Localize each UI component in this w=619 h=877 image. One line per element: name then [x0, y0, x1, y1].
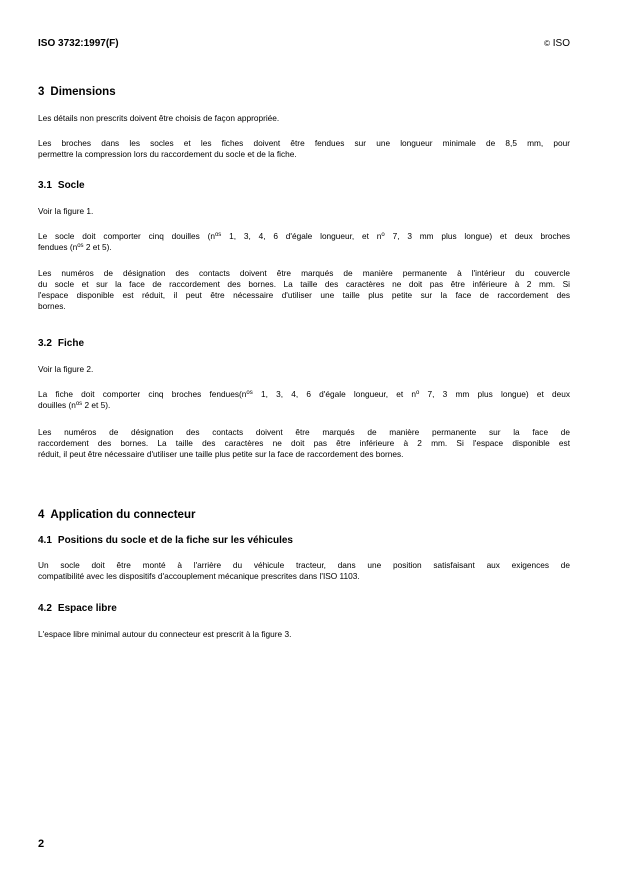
section-3-heading [38, 86, 116, 98]
copyright-notice [544, 38, 570, 49]
section-3-2-number: 3.2 [38, 338, 52, 349]
copyright-symbol: © [544, 39, 550, 48]
section-4-1-heading [38, 535, 293, 546]
section-4-1-title: Positions du socle et de la fiche sur les véhicules [57, 535, 293, 546]
section-3-1-heading [38, 180, 85, 191]
section-3-1-paragraph-3: Les numéros de désignation des contacts doivent être marqués de manière permanente à l'intérieur du couvercle du socle et sur la face de raccordement des bornes. La taille des caractères ne doit pas être inférieure à 2 mm. Si l'espace disponible est réduit, il peut être nécessaire d'utiliser une taille plus petite sur la face de raccordement des bornes. [38, 268, 570, 311]
section-4-2-paragraph-1: L'espace libre minimal autour du connecteur est prescrit à la figure 3. [38, 629, 292, 639]
page-number: 2 [38, 838, 45, 850]
section-3-title: Dimensions [50, 86, 116, 98]
section-3-1-paragraph-1: Voir la figure 1. [38, 206, 94, 216]
section-3-2-paragraph-1: Voir la figure 2. [38, 364, 94, 374]
section-3-paragraph-2: Les broches dans les socles et les fiches doivent être fendues sur une longueur minimale de 8,5 mm, pour permettre la compression lors du raccordement du socle et de la fiche. [38, 138, 570, 159]
document-identifier: ISO 3732:1997(F) [38, 38, 119, 49]
section-4-2-number: 4.2 [38, 603, 52, 614]
section-4-number: 4 [38, 509, 45, 521]
section-3-1-number: 3.1 [38, 180, 52, 191]
section-4-2-heading [38, 603, 117, 614]
section-3-2-paragraph-3: Les numéros de désignation des contacts doivent être marqués de manière permanente sur la face de raccordement des bornes. La taille des caractères ne doit pas être inférieure à 2 mm. Si l'espace disponible est réduit, il peut être nécessaire d'utiliser une taille plus petite sur la face de raccordement des bornes. [38, 427, 570, 459]
section-3-2-title: Fiche [57, 338, 85, 349]
section-3-1-title: Socle [57, 180, 85, 191]
section-4-title: Application du connecteur [50, 509, 196, 521]
section-3-2-heading [38, 338, 84, 349]
section-3-2-paragraph-2: La fiche doit comporter cinq broches $fendues(n^{os}$ 1, 3, 4, 6 d'égale longueur, et $n^o$ 7, 3 mm plus longue) et deux douilles ($n^{os}$ 2 et 5). [38, 389, 570, 410]
page-header [38, 38, 570, 52]
section-4-1-paragraph-1: Un socle doit être monté à l'arrière du véhicule tracteur, dans une position satisfaisant aux exigences de compatibilité avec les dispositifs d'accouplement mécanique prescrites dans l'ISO 1103. [38, 560, 570, 581]
copyright-text: ISO [552, 38, 570, 49]
section-3-1-paragraph-2: Le socle doit comporter cinq douilles ($n^{os}$ 1, 3, 4, 6 d'égale longueur, et $n^o$ 7, 3 mm plus longue) et deux broches fendues ($n^{os}$ 2 et 5). [38, 231, 570, 252]
section-4-2-title: Espace libre [57, 603, 117, 614]
section-4-1-number: 4.1 [38, 535, 52, 546]
section-3-paragraph-1: Les détails non prescrits doivent être choisis de façon appropriée. [38, 113, 280, 123]
section-3-number: 3 [38, 86, 45, 98]
section-4-heading [38, 509, 195, 521]
